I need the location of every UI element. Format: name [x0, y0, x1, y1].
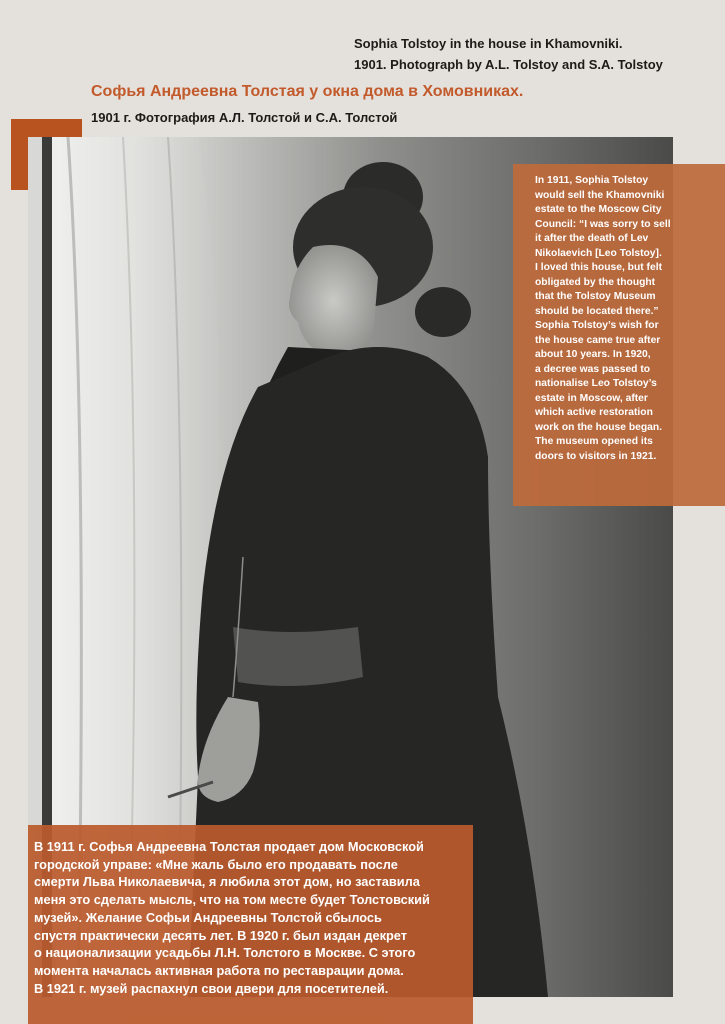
english-text-line: would sell the Khamovniki: [535, 189, 665, 201]
english-text-line: The museum opened its: [535, 436, 653, 447]
english-text-line: which active restoration: [535, 407, 653, 418]
english-text-line: work on the house began.: [535, 421, 663, 433]
english-text-line: In 1911, Sophia Tolstoy: [535, 175, 649, 186]
russian-text-line: городской управе: «Мне жаль было его продавать после: [34, 856, 398, 872]
russian-text-line: спустя практически десять лет. В 1920 г. был издан декрет: [34, 927, 408, 943]
russian-text-line: меня это сделать мысль, что на том месте будет Толстовский: [34, 892, 430, 908]
russian-caption-subtitle: 1901 г. Фотография А.Л. Толстой и С.А. Толстой: [91, 110, 398, 125]
english-text-line: estate in Moscow, after: [535, 392, 648, 404]
russian-text-line: В 1911 г. Софья Андреевна Толстая продает дом Московской: [34, 839, 424, 854]
english-text-line: doors to visitors in 1921.: [535, 450, 657, 462]
english-text-line: Nikolaevich [Leo Tolstoy].: [535, 247, 662, 259]
english-text-line: a decree was passed to: [535, 363, 651, 375]
english-text-line: estate to the Moscow City: [535, 204, 662, 215]
english-caption-line-1: Sophia Tolstoy in the house in Khamovniki.: [354, 36, 623, 51]
english-text-line: Sophia Tolstoy’s wish for: [535, 320, 659, 331]
english-caption-line-2: 1901. Photograph by A.L. Tolstoy and S.A. Tolstoy: [354, 57, 663, 72]
english-text-line: should be located there.”: [535, 305, 659, 317]
english-text-box: [513, 164, 725, 506]
english-text-line: about 10 years. In 1920,: [535, 349, 651, 360]
english-text-line: Council: “I was sorry to sell: [535, 218, 671, 230]
russian-text-line: музей». Желание Софьи Андреевны Толстой сбылось: [34, 909, 382, 925]
russian-caption-title: Софья Андреевна Толстая у окна дома в Хомовниках.: [91, 83, 524, 100]
english-caption: [354, 33, 714, 75]
english-text-line: the house came true after: [535, 334, 661, 346]
russian-text-line: о национализации усадьбы Л.Н. Толстого в Москве. С этого: [34, 945, 416, 961]
russian-text-line: смерти Льва Николаевича, я любила этот дом, но заставила: [34, 874, 420, 890]
russian-text-line: момента началась активная работа по реставрации дома.: [34, 962, 404, 978]
english-text-line: it after the death of Lev: [535, 233, 649, 244]
russian-text-box: [28, 825, 473, 1024]
english-text-line: obligated by the thought: [535, 276, 656, 288]
english-text-line: that the Tolstoy Museum: [535, 291, 656, 302]
russian-text-line: В 1921 г. музей распахнул свои двери для посетителей.: [34, 980, 389, 996]
english-text-line: I loved this house, but felt: [535, 262, 663, 273]
english-text-line: nationalise Leo Tolstoy’s: [535, 378, 657, 389]
